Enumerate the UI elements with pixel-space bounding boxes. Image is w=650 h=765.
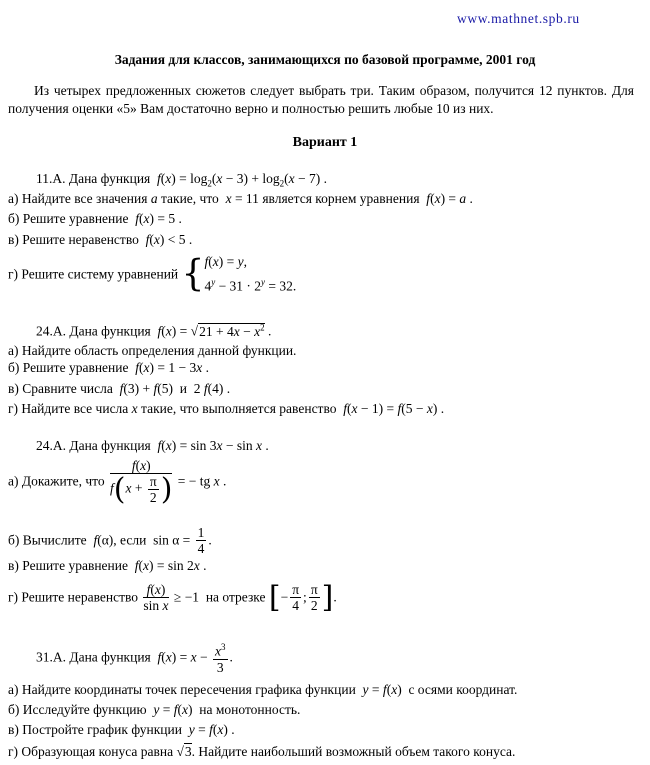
problem-31-b: б) Исследуйте функцию y = f(x) на монотонность. — [8, 702, 301, 717]
problem-24-1-head: 24.А. Дана функция $f(x) = √21 + 4x - x^2$ . — [36, 322, 272, 339]
formula: f — [157, 171, 161, 186]
problem-11-b: б) Решите уравнение f(x) = 5 . — [8, 211, 182, 226]
problem-31-c: в) Постройте график функции y = f(x) . — [8, 722, 235, 737]
problem-31-a: а) Найдите координаты точек пересечения графика функции y = f(x) с осями координат. — [8, 682, 518, 697]
fraction: $\frac{\pi}{4}$ — [292, 582, 300, 613]
page-title: Задания для классов, занимающихся по базовой программе, 2001 год — [114, 52, 536, 67]
intro-paragraph: Из четырех предложенных сюжетов следует выбрать три. Таким образом, получится 12 пунктов. Для получения оценки «5» Вам достаточно верно и полностью решить любые 10 из них. — [8, 83, 634, 116]
equation-system: f(x) = y, $4^y - 31 \cdot 2^y = 32$. — [204, 254, 297, 294]
fraction: $\frac{\pi}{2}$ — [310, 582, 318, 613]
fraction: $\frac{x^3}{3}$ — [215, 642, 226, 675]
fraction: f(x) f(x + $\frac{\pi}{2}$ ) — [110, 458, 173, 507]
problem-24-2-b: б) Вычислите f(α), если sin α = $\frac{1}{4}$ . — [8, 525, 212, 556]
problem-24-2-c: в) Решите уравнение f(x) = sin 2x . — [8, 558, 207, 573]
problem-24-1-a: а) Найдите область определения данной функции. — [8, 343, 297, 358]
problem-31-d: г) Образующая конуса равна √3. Найдите наибольший возможный объем такого конуса. — [8, 744, 516, 759]
problem-11-title: 11.А. Дана функция — [36, 171, 151, 186]
problem-24-1-b: б) Решите уравнение f(x) = 1 − 3x . — [8, 360, 209, 375]
problem-11-d: г) Решите систему уравнений {f(x) = y, $4^y - 31 \cdot 2^y = 32$. — [8, 252, 296, 297]
variant-heading: Вариант 1 — [292, 135, 358, 150]
problem-11-c: в) Решите неравенство f(x) < 5 . — [8, 232, 193, 247]
problem-24-1-d: г) Найдите все числа x такие, что выполняется равенство f(x − 1) = f(5 − x) . — [8, 401, 445, 416]
problem-24-2-head: 24.А. Дана функция f(x) = sin 3x − sin x . — [36, 438, 269, 453]
problem-24-2-a: а) Докажите, что f(x) f(x + $\frac{\pi}{2}$ ) = − tg x . — [8, 458, 227, 507]
problem-31-head: 31.А. Дана функция f(x) = x − $\frac{x^3}{3}$ . — [36, 642, 233, 675]
site-url: www.mathnet.spb.ru — [457, 11, 580, 26]
problem-24-2-d: г) Решите неравенство $\frac{f(x)}{\text{sin x}}$ ≥ −1 на отрезке [− $\frac{\pi}{4}$ ; $\frac{\pi}{2}$ ]. — [8, 580, 337, 615]
problem-24-1-c: в) Сравните числа f(3) + f(5) и 2 f(4) . — [8, 381, 231, 396]
fraction: $\frac{f(x)}{\text{sin x}}$ — [143, 582, 169, 613]
system-brace: { — [181, 253, 205, 295]
problem-11-a: а) Найдите все значения a такие, что x = 11 является корнем уравнения f(x) = a . — [8, 191, 473, 206]
problem-11-head: 11.А. Дана функция $f(x) = \log_2(x - 3) + \log_2(x - 7)$ . — [36, 171, 328, 189]
fraction: $\frac{1}{4}$ — [197, 525, 205, 556]
